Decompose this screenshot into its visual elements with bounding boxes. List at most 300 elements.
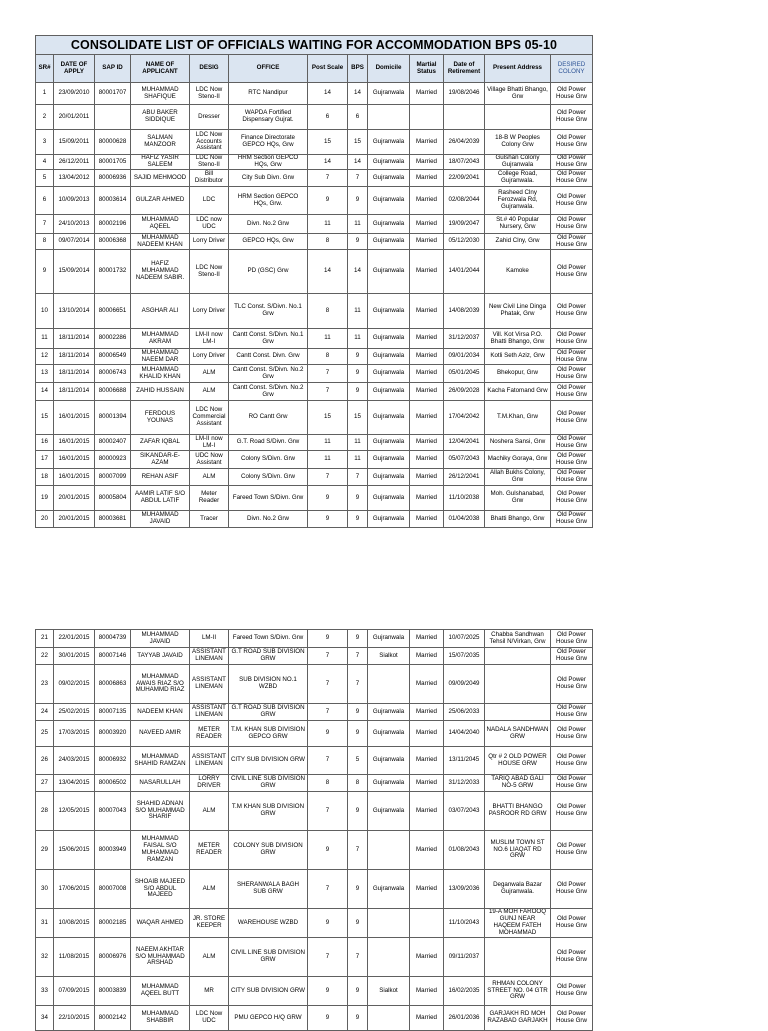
date-of-apply-cell: 22/10/2015 xyxy=(54,1006,95,1031)
present-address-cell: Village Bhatti Bhango, Grw xyxy=(485,83,551,105)
present-address-cell: RHMAN COLONY STREET NO. 04 GTR GRW xyxy=(485,977,551,1006)
desired-colony-cell: Old Power House Grw xyxy=(551,665,593,704)
table-row xyxy=(36,469,593,486)
retirement-date-cell: 15/07/2035 xyxy=(444,648,485,665)
office-cell: T.M KHAN SUB DIVISION GRW xyxy=(229,792,308,831)
sr-cell: 27 xyxy=(36,775,54,792)
applicant-name-cell: SHAHID ADNAN S/O MUHAMMAD SHARIF xyxy=(131,792,190,831)
applicant-name-cell: TAYYAB JAVAID xyxy=(131,648,190,665)
designation-cell: ALM xyxy=(190,469,229,486)
applicant-name-cell: NADEEM KHAN xyxy=(131,704,190,721)
designation-cell: LDC Now Commercial Assistant xyxy=(190,401,229,435)
bps-cell: 9 xyxy=(348,792,368,831)
sap-id-cell: 80006936 xyxy=(95,170,131,187)
office-cell: Cantt Const. S/Divn. No.2 Grw xyxy=(229,365,308,383)
sr-cell: 1 xyxy=(36,83,54,105)
post-scale-cell: 7 xyxy=(308,704,348,721)
retirement-date-cell: 19/09/2047 xyxy=(444,215,485,234)
sap-id-cell: 80006651 xyxy=(95,294,131,329)
desired-colony-cell: Old Power House Grw xyxy=(551,105,593,130)
date-of-apply-cell: 20/01/2015 xyxy=(54,511,95,528)
post-scale-cell: 7 xyxy=(308,469,348,486)
sr-cell: 23 xyxy=(36,665,54,704)
present-address-cell: MUSLIM TOWN ST NO.6 LIAQAT RD GRW xyxy=(485,831,551,870)
retirement-date-cell: 17/04/2042 xyxy=(444,401,485,435)
applicant-name-cell: MUHAMMAD NADEEM KHAN xyxy=(131,234,190,250)
date-of-apply-cell: 13/10/2014 xyxy=(54,294,95,329)
retirement-date-cell: 05/12/2030 xyxy=(444,234,485,250)
designation-cell: LDC Now Accounts Assistant xyxy=(190,130,229,155)
sr-cell: 25 xyxy=(36,721,54,747)
present-address-cell: NADALA SANDHWAN GRW xyxy=(485,721,551,747)
domicile-cell: Gujranwala xyxy=(368,187,410,215)
marital-status-cell: Married xyxy=(410,155,444,170)
retirement-date-cell xyxy=(444,105,485,130)
post-scale-cell: 8 xyxy=(308,234,348,250)
officials-table-section-1 xyxy=(35,35,593,528)
header-martial-status: Martial Status xyxy=(410,55,444,83)
sap-id-cell: 80002185 xyxy=(95,909,131,938)
desired-colony-cell: Old Power House Grw xyxy=(551,349,593,365)
table-row xyxy=(36,215,593,234)
sr-cell: 31 xyxy=(36,909,54,938)
present-address-cell: St.# 40 Popular Nursery, Grw xyxy=(485,215,551,234)
bps-cell: 5 xyxy=(348,747,368,775)
office-cell: Finance Directorate GEPCO HQs, Grw xyxy=(229,130,308,155)
applicant-name-cell: MUHAMMAD FAISAL S/O MUHAMMAD RAMZAN xyxy=(131,831,190,870)
applicant-name-cell: SALMAN MANZOOR xyxy=(131,130,190,155)
retirement-date-cell: 14/01/2044 xyxy=(444,250,485,294)
marital-status-cell: Married xyxy=(410,977,444,1006)
applicant-name-cell: AAMIR LATIF S/O ABDUL LATIF xyxy=(131,486,190,511)
sap-id-cell: 80003949 xyxy=(95,831,131,870)
designation-cell: Bill Distributor xyxy=(190,170,229,187)
office-cell: T.M. KHAN SUB DIVISION GEPCO GRW xyxy=(229,721,308,747)
bps-cell: 6 xyxy=(348,105,368,130)
office-cell: Fareed Town S/Divn. Grw xyxy=(229,486,308,511)
date-of-apply-cell: 26/12/2011 xyxy=(54,155,95,170)
table-row xyxy=(36,383,593,401)
applicant-name-cell: SIKANDAR-E-AZAM xyxy=(131,451,190,469)
sr-cell: 17 xyxy=(36,451,54,469)
applicant-name-cell: ZAHID HUSSAIN xyxy=(131,383,190,401)
office-cell: CIVIL LINE SUB DIVISION GRW xyxy=(229,775,308,792)
bps-cell: 9 xyxy=(348,1006,368,1031)
header-office: OFFICE xyxy=(229,55,308,83)
post-scale-cell: 7 xyxy=(308,648,348,665)
retirement-date-cell: 01/04/2038 xyxy=(444,511,485,528)
present-address-cell: Kacha Fatomand Grw xyxy=(485,383,551,401)
table-row xyxy=(36,329,593,349)
table-row xyxy=(36,704,593,721)
table-row xyxy=(36,234,593,250)
table-row xyxy=(36,938,593,977)
table-row xyxy=(36,435,593,451)
date-of-apply-cell: 16/01/2015 xyxy=(54,451,95,469)
bps-cell: 9 xyxy=(348,486,368,511)
designation-cell: METER READER xyxy=(190,721,229,747)
marital-status-cell xyxy=(410,105,444,130)
office-cell: G.T. Road S/Divn. Grw xyxy=(229,435,308,451)
retirement-date-cell: 12/04/2041 xyxy=(444,435,485,451)
domicile-cell xyxy=(368,831,410,870)
desired-colony-cell: Old Power House Grw xyxy=(551,831,593,870)
sr-cell: 26 xyxy=(36,747,54,775)
domicile-cell: Gujranwala xyxy=(368,234,410,250)
designation-cell: LDC Now Steno-II xyxy=(190,155,229,170)
bps-cell: 9 xyxy=(348,234,368,250)
domicile-cell: Gujranwala xyxy=(368,383,410,401)
date-of-apply-cell: 16/01/2015 xyxy=(54,401,95,435)
applicant-name-cell: REHAN ASIF xyxy=(131,469,190,486)
bps-cell: 11 xyxy=(348,435,368,451)
bps-cell: 9 xyxy=(348,383,368,401)
sr-cell: 21 xyxy=(36,630,54,648)
sap-id-cell: 80006932 xyxy=(95,747,131,775)
present-address-cell: GARJAKH RD MOH RAZABAD GARJAKH xyxy=(485,1006,551,1031)
domicile-cell: Gujranwala xyxy=(368,130,410,155)
office-cell: Cantt Const. S/Divn. No.1 Grw xyxy=(229,329,308,349)
office-cell: PD (GSC) Grw xyxy=(229,250,308,294)
sap-id-cell: 80001732 xyxy=(95,250,131,294)
table-row xyxy=(36,977,593,1006)
sap-id-cell: 80006502 xyxy=(95,775,131,792)
date-of-apply-cell: 18/11/2014 xyxy=(54,383,95,401)
bps-cell: 7 xyxy=(348,665,368,704)
designation-cell: ASSISTANT LINEMAN xyxy=(190,665,229,704)
bps-cell: 9 xyxy=(348,721,368,747)
office-cell: SUB DIVISION NO.1 WZBD xyxy=(229,665,308,704)
designation-cell: LDC Now Steno-II xyxy=(190,250,229,294)
present-address-cell xyxy=(485,648,551,665)
retirement-date-cell: 05/07/2043 xyxy=(444,451,485,469)
office-cell: SHERANWALA BAGH SUB GRW xyxy=(229,870,308,909)
desired-colony-cell: Old Power House Grw xyxy=(551,870,593,909)
domicile-cell: Gujranwala xyxy=(368,435,410,451)
bps-cell: 9 xyxy=(348,365,368,383)
date-of-apply-cell: 16/01/2015 xyxy=(54,435,95,451)
domicile-cell: Gujranwala xyxy=(368,365,410,383)
bps-cell: 9 xyxy=(348,349,368,365)
office-cell: Cantt Const. Divn. Grw xyxy=(229,349,308,365)
table-row xyxy=(36,511,593,528)
applicant-name-cell: FERDOUS YOUNAS xyxy=(131,401,190,435)
sap-id-cell: 80002196 xyxy=(95,215,131,234)
desired-colony-cell: Old Power House Grw xyxy=(551,721,593,747)
office-cell: Cantt Const. S/Divn. No.2 Grw xyxy=(229,383,308,401)
office-cell: CIVIL LINE SUB DIVISION GRW xyxy=(229,938,308,977)
sap-id-cell: 80007135 xyxy=(95,704,131,721)
marital-status-cell: Married xyxy=(410,130,444,155)
table-row xyxy=(36,775,593,792)
sr-cell: 3 xyxy=(36,130,54,155)
post-scale-cell: 9 xyxy=(308,909,348,938)
marital-status-cell: Married xyxy=(410,870,444,909)
post-scale-cell: 7 xyxy=(308,170,348,187)
applicant-name-cell: MUHAMMAD AQEEL xyxy=(131,215,190,234)
bps-cell: 9 xyxy=(348,187,368,215)
table-row xyxy=(36,155,593,170)
post-scale-cell: 7 xyxy=(308,665,348,704)
applicant-name-cell: SAJID MEHMOOD xyxy=(131,170,190,187)
post-scale-cell: 7 xyxy=(308,792,348,831)
sap-id-cell: 80002286 xyxy=(95,329,131,349)
table-row xyxy=(36,349,593,365)
desired-colony-cell: Old Power House Grw xyxy=(551,511,593,528)
domicile-cell: Gujranwala xyxy=(368,704,410,721)
designation-cell: LDC now UDC xyxy=(190,215,229,234)
date-of-apply-cell: 20/01/2015 xyxy=(54,486,95,511)
date-of-apply-cell: 24/03/2015 xyxy=(54,747,95,775)
bps-cell: 9 xyxy=(348,630,368,648)
domicile-cell xyxy=(368,909,410,938)
bps-cell: 7 xyxy=(348,170,368,187)
post-scale-cell: 9 xyxy=(308,187,348,215)
sap-id-cell: 80002142 xyxy=(95,1006,131,1031)
column-header-row xyxy=(36,55,593,83)
desired-colony-cell: Old Power House Grw xyxy=(551,401,593,435)
designation-cell: MR xyxy=(190,977,229,1006)
post-scale-cell: 11 xyxy=(308,435,348,451)
retirement-date-cell: 22/09/2041 xyxy=(444,170,485,187)
office-cell: PMU GEPCO H/Q GRW xyxy=(229,1006,308,1031)
sap-id-cell: 80007099 xyxy=(95,469,131,486)
sr-cell: 18 xyxy=(36,469,54,486)
post-scale-cell: 15 xyxy=(308,401,348,435)
bps-cell: 15 xyxy=(348,401,368,435)
sr-cell: 7 xyxy=(36,215,54,234)
retirement-date-cell: 05/01/2045 xyxy=(444,365,485,383)
post-scale-cell: 8 xyxy=(308,775,348,792)
sr-cell: 33 xyxy=(36,977,54,1006)
desired-colony-cell: Old Power House Grw xyxy=(551,648,593,665)
retirement-date-cell: 31/12/2033 xyxy=(444,775,485,792)
retirement-date-cell: 26/04/2039 xyxy=(444,130,485,155)
applicant-name-cell: HAFIZ MUHAMMAD NADEEM SABIR. xyxy=(131,250,190,294)
post-scale-cell: 11 xyxy=(308,451,348,469)
post-scale-cell: 9 xyxy=(308,1006,348,1031)
domicile-cell: Gujranwala xyxy=(368,870,410,909)
retirement-date-cell: 13/11/2045 xyxy=(444,747,485,775)
present-address-cell: Gulshan Colony Gujranwala xyxy=(485,155,551,170)
date-of-apply-cell: 09/07/2014 xyxy=(54,234,95,250)
bps-cell: 14 xyxy=(348,155,368,170)
sap-id-cell xyxy=(95,105,131,130)
domicile-cell xyxy=(368,665,410,704)
sap-id-cell: 80003681 xyxy=(95,511,131,528)
domicile-cell: Gujranwala xyxy=(368,170,410,187)
date-of-apply-cell: 13/04/2012 xyxy=(54,170,95,187)
marital-status-cell: Married xyxy=(410,215,444,234)
marital-status-cell: Married xyxy=(410,721,444,747)
applicant-name-cell: MUHAMMAD AKRAM xyxy=(131,329,190,349)
domicile-cell: Gujranwala xyxy=(368,792,410,831)
sap-id-cell: 80006368 xyxy=(95,234,131,250)
retirement-date-cell: 26/09/2028 xyxy=(444,383,485,401)
applicant-name-cell: ZAFAR IQBAL xyxy=(131,435,190,451)
office-cell: G.T ROAD SUB DIVISION GRW xyxy=(229,704,308,721)
office-cell: TLC Const. S/Divn. No.1 Grw xyxy=(229,294,308,329)
applicant-name-cell: NAVEED AMIR xyxy=(131,721,190,747)
marital-status-cell: Married xyxy=(410,234,444,250)
present-address-cell: Bhatti Bhango, Grw xyxy=(485,511,551,528)
date-of-apply-cell: 13/04/2015 xyxy=(54,775,95,792)
domicile-cell: Sialkot xyxy=(368,977,410,1006)
sap-id-cell: 80000923 xyxy=(95,451,131,469)
desired-colony-cell: Old Power House Grw xyxy=(551,294,593,329)
office-cell: Divn. No.2 Grw xyxy=(229,215,308,234)
marital-status-cell: Married xyxy=(410,187,444,215)
desired-colony-cell: Old Power House Grw xyxy=(551,747,593,775)
date-of-apply-cell: 17/06/2015 xyxy=(54,870,95,909)
table-row xyxy=(36,1006,593,1031)
applicant-name-cell: WAQAR AHMED xyxy=(131,909,190,938)
document-title: CONSOLIDATE LIST OF OFFICIALS WAITING FOR ACCOMMODATION BPS 05-10 xyxy=(36,36,593,55)
header-bps: BPS xyxy=(348,55,368,83)
retirement-date-cell: 16/02/2035 xyxy=(444,977,485,1006)
bps-cell: 9 xyxy=(348,977,368,1006)
date-of-apply-cell: 20/01/2011 xyxy=(54,105,95,130)
bps-cell: 15 xyxy=(348,130,368,155)
desired-colony-cell: Old Power House Grw xyxy=(551,1006,593,1031)
designation-cell: JR. STORE KEEPER xyxy=(190,909,229,938)
office-cell: City Sub Divn. Grw xyxy=(229,170,308,187)
desired-colony-cell: Old Power House Grw xyxy=(551,250,593,294)
sr-cell: 30 xyxy=(36,870,54,909)
post-scale-cell: 14 xyxy=(308,155,348,170)
table-row xyxy=(36,747,593,775)
bps-cell: 7 xyxy=(348,648,368,665)
desired-colony-cell: Old Power House Grw xyxy=(551,83,593,105)
marital-status-cell: Married xyxy=(410,250,444,294)
designation-cell: ASSISTANT LINEMAN xyxy=(190,704,229,721)
applicant-name-cell: HAFIZ YASIR SALEEM xyxy=(131,155,190,170)
marital-status-cell: Married xyxy=(410,83,444,105)
desired-colony-cell: Old Power House Grw xyxy=(551,451,593,469)
designation-cell: LORRY DRIVER xyxy=(190,775,229,792)
retirement-date-cell: 13/09/2036 xyxy=(444,870,485,909)
desired-colony-cell: Old Power House Grw xyxy=(551,704,593,721)
office-cell: WAPDA Fortified Dispensary Gujrat. xyxy=(229,105,308,130)
marital-status-cell: Married xyxy=(410,511,444,528)
domicile-cell: Gujranwala xyxy=(368,469,410,486)
date-of-apply-cell: 18/11/2014 xyxy=(54,349,95,365)
marital-status-cell: Married xyxy=(410,792,444,831)
table-row xyxy=(36,665,593,704)
designation-cell: UDC Now Assistant xyxy=(190,451,229,469)
present-address-cell xyxy=(485,665,551,704)
present-address-cell: New Civil Line Dinga Phatak, Grw xyxy=(485,294,551,329)
bps-cell: 11 xyxy=(348,451,368,469)
desired-colony-cell: Old Power House Grw xyxy=(551,469,593,486)
desired-colony-cell: Old Power House Grw xyxy=(551,792,593,831)
retirement-date-cell: 02/08/2044 xyxy=(444,187,485,215)
table-row xyxy=(36,83,593,105)
post-scale-cell: 9 xyxy=(308,831,348,870)
sap-id-cell: 80006549 xyxy=(95,349,131,365)
date-of-apply-cell: 15/06/2015 xyxy=(54,831,95,870)
domicile-cell: Gujranwala xyxy=(368,349,410,365)
designation-cell: ALM xyxy=(190,870,229,909)
sr-cell: 5 xyxy=(36,170,54,187)
applicant-name-cell: NASARULLAH xyxy=(131,775,190,792)
designation-cell: ALM xyxy=(190,938,229,977)
post-scale-cell: 9 xyxy=(308,630,348,648)
marital-status-cell: Married xyxy=(410,831,444,870)
retirement-date-cell: 14/04/2040 xyxy=(444,721,485,747)
desired-colony-cell: Old Power House Grw xyxy=(551,187,593,215)
bps-cell: 14 xyxy=(348,83,368,105)
designation-cell: ASSISTANT LINEMAN xyxy=(190,648,229,665)
domicile-cell: Gujranwala xyxy=(368,215,410,234)
date-of-apply-cell: 22/01/2015 xyxy=(54,630,95,648)
designation-cell: METER READER xyxy=(190,831,229,870)
sr-cell: 19 xyxy=(36,486,54,511)
office-cell: GEPCO HQs, Grw xyxy=(229,234,308,250)
office-cell: HRM Section GEPCO HQs, Grw xyxy=(229,155,308,170)
present-address-cell: TARIQ ABAD GALI NO-5 GRW xyxy=(485,775,551,792)
table-row xyxy=(36,105,593,130)
sr-cell: 22 xyxy=(36,648,54,665)
sr-cell: 13 xyxy=(36,365,54,383)
sr-cell: 32 xyxy=(36,938,54,977)
applicant-name-cell: MUHAMMAD JAVAID xyxy=(131,511,190,528)
date-of-apply-cell: 30/01/2015 xyxy=(54,648,95,665)
sr-cell: 24 xyxy=(36,704,54,721)
domicile-cell: Gujranwala xyxy=(368,630,410,648)
marital-status-cell: Married xyxy=(410,747,444,775)
table-row xyxy=(36,294,593,329)
header-date-of-apply: DATE OF APPLY xyxy=(54,55,95,83)
post-scale-cell: 9 xyxy=(308,721,348,747)
table-row xyxy=(36,130,593,155)
sap-id-cell: 80006976 xyxy=(95,938,131,977)
office-cell: COLONY SUB DIVISION GRW xyxy=(229,831,308,870)
present-address-cell xyxy=(485,938,551,977)
table-row xyxy=(36,451,593,469)
post-scale-cell: 14 xyxy=(308,83,348,105)
applicant-name-cell: ASGHAR ALI xyxy=(131,294,190,329)
applicant-name-cell: ABU BAKER SIDDIQUE xyxy=(131,105,190,130)
present-address-cell: Noshera Sansi, Grw xyxy=(485,435,551,451)
marital-status-cell: Married xyxy=(410,704,444,721)
domicile-cell: Gujranwala xyxy=(368,294,410,329)
domicile-cell: Gujranwala xyxy=(368,83,410,105)
table-body-section-2 xyxy=(36,630,593,1031)
marital-status-cell: Married xyxy=(410,665,444,704)
date-of-apply-cell: 09/02/2015 xyxy=(54,665,95,704)
designation-cell: ALM xyxy=(190,383,229,401)
office-cell: Colony S/Divn. Grw xyxy=(229,469,308,486)
designation-cell: LM-II now LM-I xyxy=(190,329,229,349)
date-of-apply-cell: 18/11/2014 xyxy=(54,365,95,383)
designation-cell: Lorry Driver xyxy=(190,294,229,329)
sap-id-cell: 80005804 xyxy=(95,486,131,511)
marital-status-cell: Married xyxy=(410,329,444,349)
table-row xyxy=(36,870,593,909)
post-scale-cell: 7 xyxy=(308,938,348,977)
post-scale-cell: 8 xyxy=(308,349,348,365)
sr-cell: 6 xyxy=(36,187,54,215)
office-cell: Fareed Town S/Divn. Grw xyxy=(229,630,308,648)
date-of-apply-cell: 10/08/2015 xyxy=(54,909,95,938)
desired-colony-cell: Old Power House Grw xyxy=(551,329,593,349)
sr-cell: 10 xyxy=(36,294,54,329)
domicile-cell: Gujranwala xyxy=(368,155,410,170)
sr-cell: 8 xyxy=(36,234,54,250)
retirement-date-cell: 26/12/2041 xyxy=(444,469,485,486)
present-address-cell: Machiky Goraya, Grw xyxy=(485,451,551,469)
